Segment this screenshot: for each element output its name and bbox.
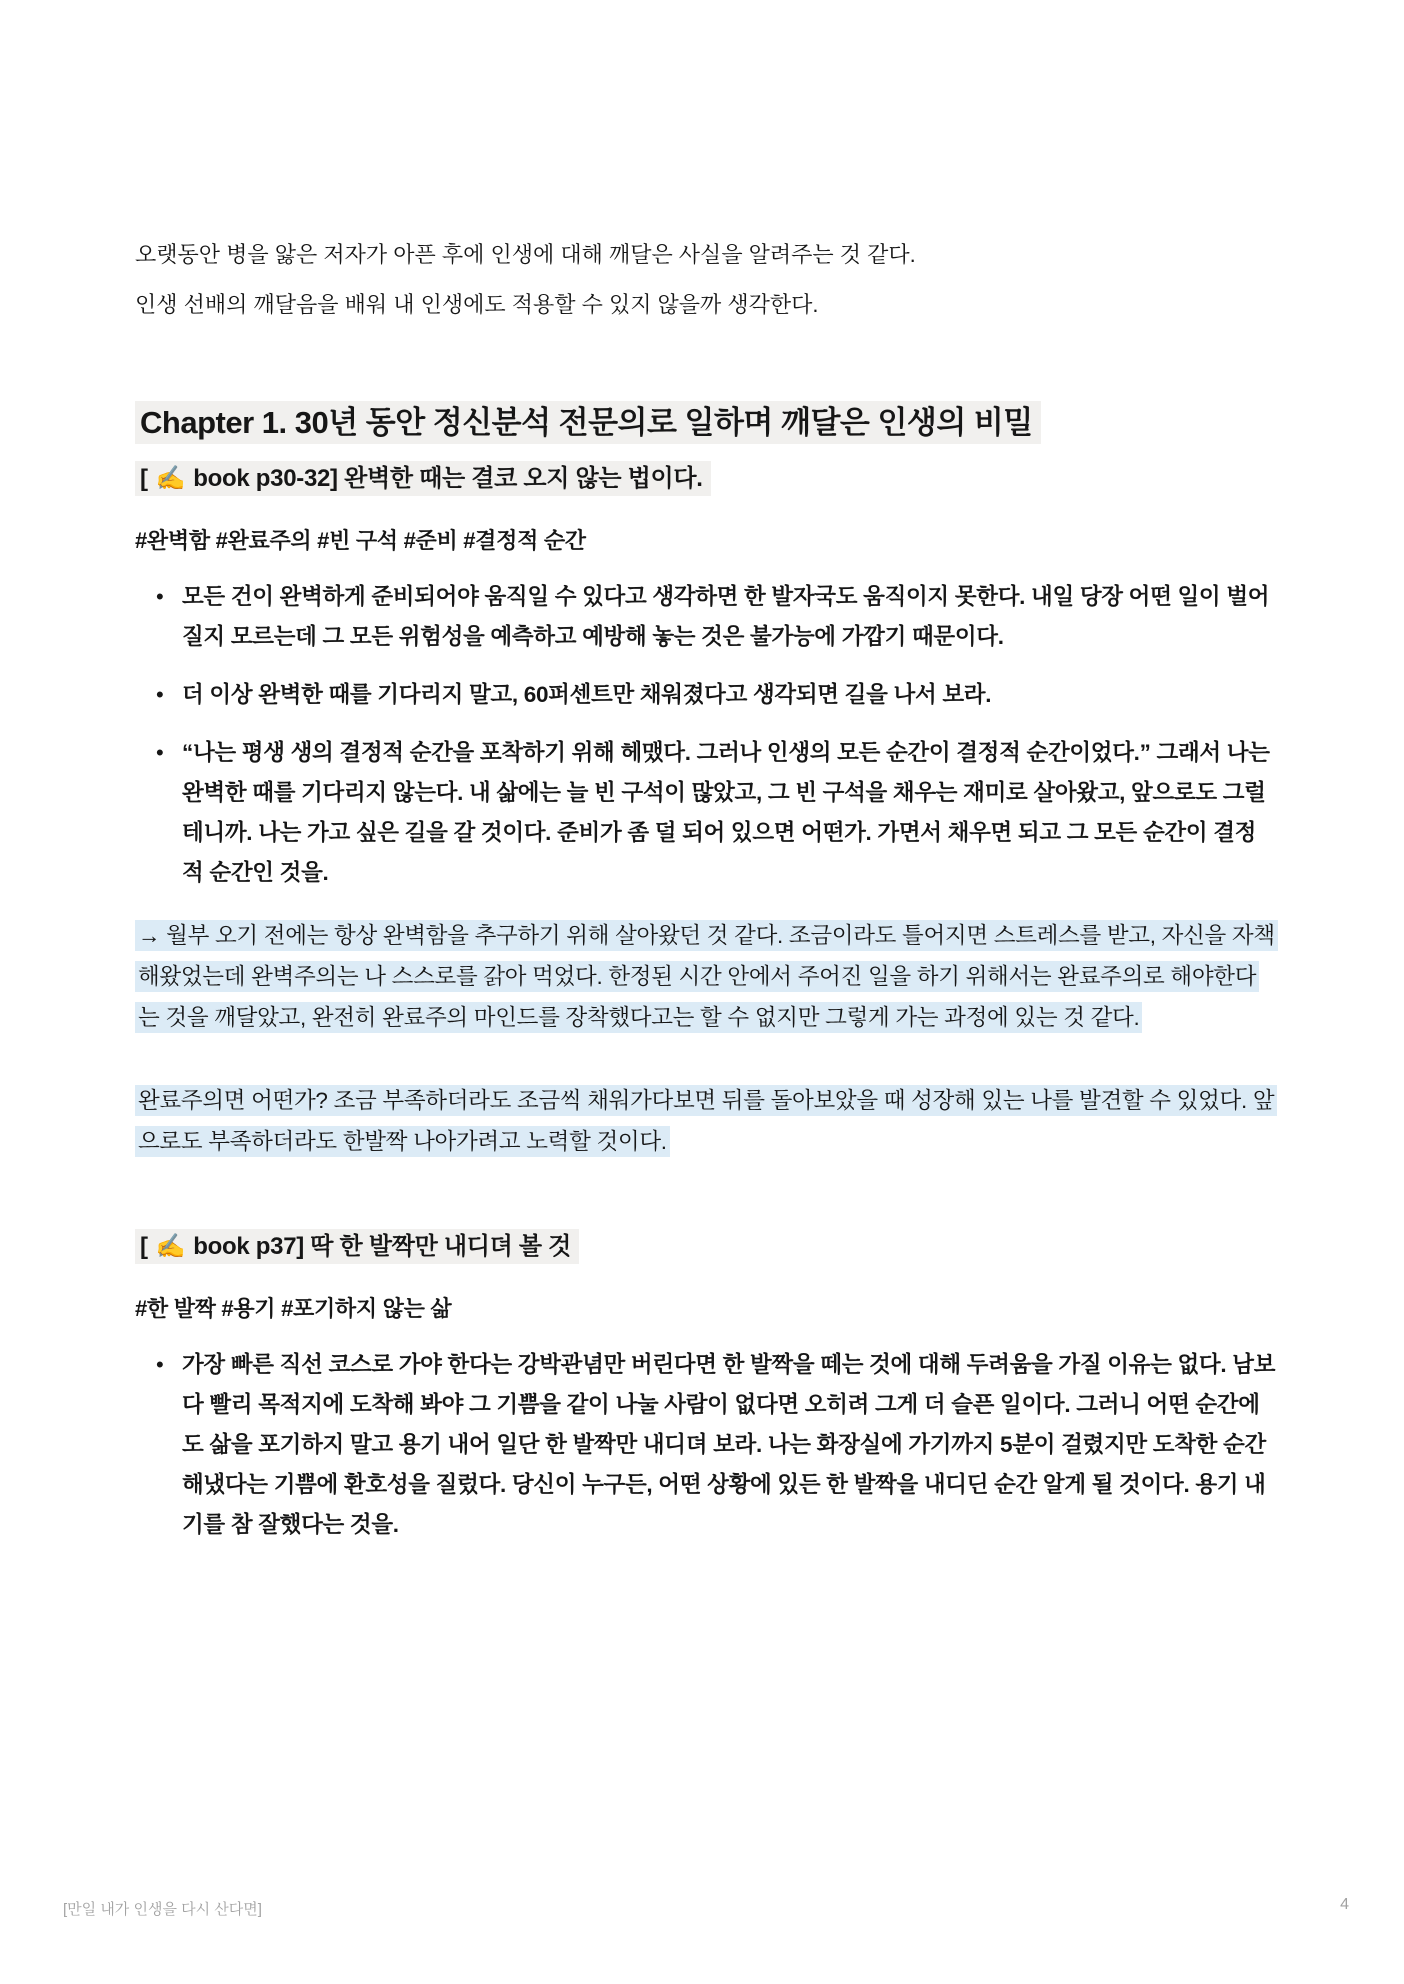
bullet-list bbox=[135, 577, 1276, 893]
section-heading bbox=[135, 460, 1276, 497]
chapter-title bbox=[135, 403, 1276, 444]
footer-book-title: [만일 내가 인생을 다시 산다면] bbox=[63, 1901, 262, 1918]
bullet-item: • “나는 평생 생의 결정적 순간을 포착하기 위해 헤맸다. 그러나 인생의 모든 순간이 결정적 순간이었다.” 그래서 나는 완벽한 때를 기다리지 않는다. 내 삶에는 늘 빈 구석이 많았고, 그 빈 구석을 채우는 재미로 살아왔고, 앞으로도 그럴테니까. 나는 가고 싶은 길을 갈 것이다. 준비가 좀 덜 되어 있으면 어떤가. 가면서 채우면 되고 그 모든 순간이 결정적 순간인 것을. bbox=[182, 733, 1276, 893]
note-paragraph bbox=[135, 915, 1276, 1038]
section-heading-highlight bbox=[135, 1229, 579, 1264]
intro-block bbox=[135, 238, 1276, 321]
bullet-item: • 모든 건이 완벽하게 준비되어야 움직일 수 있다고 생각하면 한 발자국도 움직이지 못한다. 내일 당장 어떤 일이 벌어질지 모르는데 그 모든 위험성을 예측하고 예방해 놓는 것은 불가능에 가깝기 때문이다. bbox=[182, 577, 1276, 657]
chapter-title-highlight: Chapter 1. 30년 동안 정신분석 전문의로 일하며 깨달은 인생의 비밀 bbox=[135, 401, 1041, 444]
hashtags-line: #완벽함 #완료주의 #빈 구석 #준비 #결정적 순간 bbox=[135, 527, 586, 553]
bullet-item: • 더 이상 완벽한 때를 기다리지 말고, 60퍼센트만 채워졌다고 생각되면 길을 나서 보라. bbox=[182, 675, 1276, 715]
intro-paragraph: 인생 선배의 깨달음을 배워 내 인생에도 적용할 수 있지 않을까 생각한다. bbox=[135, 292, 819, 317]
section-heading bbox=[135, 1228, 1276, 1265]
section-heading-text: book p30-32] 완벽한 때는 결코 오지 않는 법이다. bbox=[193, 464, 703, 492]
section-heading-highlight bbox=[135, 461, 711, 496]
section-heading-text: book p37] 딱 한 발짝만 내디뎌 볼 것 bbox=[193, 1232, 571, 1260]
writing-hand-icon: ✍️ bbox=[155, 1231, 186, 1260]
note-paragraph bbox=[135, 1080, 1276, 1162]
reflection-notes bbox=[135, 915, 1276, 1162]
footer-page-number: 4 bbox=[1340, 1896, 1349, 1913]
section-heading-bracket: [ bbox=[140, 464, 148, 492]
intro-paragraph: 오랫동안 병을 앓은 저자가 아픈 후에 인생에 대해 깨달은 사실을 알려주는 것 같다. bbox=[135, 242, 916, 267]
writing-hand-icon: ✍️ bbox=[155, 463, 186, 492]
bullet-list bbox=[135, 1345, 1276, 1545]
section-heading-bracket: [ bbox=[140, 1232, 148, 1260]
page-content bbox=[135, 238, 1276, 1563]
note-highlight: 완료주의면 어떤가? 조금 부족하더라도 조금씩 채워가다보면 뒤를 돌아보았을 때 성장해 있는 나를 발견할 수 있었다. 앞으로도 부족하더라도 한발짝 나아가려고 노력할 것이다. bbox=[135, 1085, 1277, 1157]
bullet-item: • 가장 빠른 직선 코스로 가야 한다는 강박관념만 버린다면 한 발짝을 떼는 것에 대해 두려움을 가질 이유는 없다. 남보다 빨리 목적지에 도착해 봐야 그 기쁨을 같이 나눌 사람이 없다면 오히려 그게 더 슬픈 일이다. 그러니 어떤 순간에도 삶을 포기하지 말고 용기 내어 일단 한 발짝만 내디뎌 보라. 나는 화장실에 가기까지 5분이 걸렸지만 도착한 순간 해냈다는 기쁨에 환호성을 질렀다. 당신이 누구든, 어떤 상황에 있든 한 발짝을 내디딘 순간 알게 될 것이다. 용기 내기를 참 잘했다는 것을. bbox=[182, 1345, 1276, 1545]
hashtags-line: #한 발짝 #용기 #포기하지 않는 삶 bbox=[135, 1295, 452, 1321]
note-highlight: → 월부 오기 전에는 항상 완벽함을 추구하기 위해 살아왔던 것 같다. 조금이라도 틀어지면 스트레스를 받고, 자신을 자책해왔었는데 완벽주의는 나 스스로를 갉아 먹었다. 한정된 시간 안에서 주어진 일을 하기 위해서는 완료주의로 해야한다는 것을 깨달았고, 완전히 완료주의 마인드를 장착했다고는 할 수 없지만 그렇게 가는 과정에 있는 것 같다. bbox=[135, 920, 1278, 1033]
